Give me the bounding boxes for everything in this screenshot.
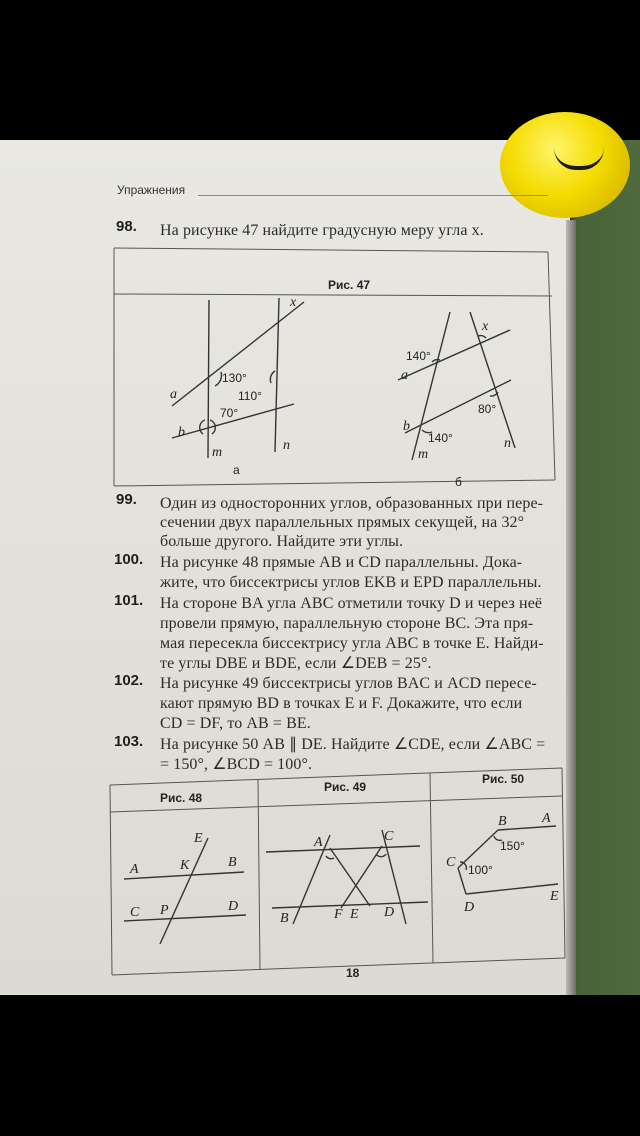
fig50-label-E: E	[550, 889, 559, 904]
fig50-label-B: B	[498, 814, 507, 829]
fig50-angle-150: 150°	[500, 839, 525, 853]
problem-101-line-3: мая пересекла биссектрису угла ABC в точке E. Найди-	[160, 635, 544, 652]
fig47b-label-a: a	[401, 368, 408, 383]
fig47a-label-m: m	[212, 445, 223, 460]
problem-101-line-2: провели прямую, параллельную стороне BC. Эта пря-	[160, 615, 534, 632]
problem-98-number: 98.	[116, 218, 137, 235]
problem-103-line-1: На рисунке 50 AB ∥ DE. Найдите ∠CDE, если ∠ABC =	[160, 736, 546, 753]
fig47a-label-x: x	[290, 295, 297, 310]
fig48-label-B: B	[228, 855, 237, 870]
problem-100-number: 100.	[114, 551, 144, 568]
problem-101-line-1: На стороне BA угла ABC отметили точку D и через неё	[160, 595, 543, 612]
fig49-label-A: A	[314, 835, 323, 850]
problem-100-line-2: жите, что биссектрисы углов EKB и EPD параллельны.	[160, 574, 542, 591]
problem-100-line-1: На рисунке 48 прямые AB и CD параллельны. Дока-	[160, 554, 523, 571]
fig48-title: Рис. 48	[160, 791, 203, 805]
page-number: 18	[346, 966, 360, 980]
fig50-angle-100: 100°	[468, 863, 493, 877]
fig47-title: Рис. 47	[328, 278, 371, 292]
fig47b-angle-140-bottom: 140°	[428, 431, 453, 445]
problem-103-number: 103.	[114, 733, 144, 750]
problem-102-line-3: CD = DF, то AB = BE.	[160, 715, 311, 732]
fig49-label-F: F	[334, 907, 343, 922]
fig47a-label-b: b	[178, 425, 185, 440]
fig49-label-E: E	[350, 907, 359, 922]
fig48-label-E: E	[194, 831, 203, 846]
problem-102-line-2: кают прямую BD в точках E и F. Докажите, что если	[160, 695, 523, 712]
fig47a-angle-70: 70°	[220, 406, 239, 420]
fig47a-label-a: a	[170, 387, 177, 402]
section-header: Упражнения	[117, 183, 186, 197]
fig49-label-D: D	[384, 905, 395, 920]
problem-99-number: 99.	[116, 491, 137, 508]
problem-99-line-1: Один из односторонних углов, образованных при пере-	[160, 495, 544, 512]
fig48-label-P: P	[160, 903, 169, 918]
fig48-label-D: D	[228, 899, 239, 914]
fig50-title: Рис. 50	[482, 772, 525, 786]
fig47a-angle-110: 110°	[238, 389, 262, 403]
problem-103-line-2: = 150°, ∠BCD = 100°.	[160, 756, 313, 773]
fig47b-sub: б	[455, 475, 462, 489]
problem-102-line-1: На рисунке 49 биссектрисы углов BAC и ACD пересе-	[160, 675, 537, 692]
fig47b-label-x: x	[482, 319, 489, 334]
fig50-label-D: D	[464, 900, 475, 915]
fig47b-label-n: n	[504, 436, 511, 451]
problem-101-line-4: те углы DBE и BDE, если ∠DEB = 25°.	[160, 655, 432, 672]
fig48-label-C: C	[130, 905, 140, 920]
fig48-label-A: A	[130, 862, 139, 877]
problem-98-line-1: На рисунке 47 найдите градусную меру угла x.	[160, 222, 484, 239]
fig50-label-C: C	[446, 855, 456, 870]
fig50-label-A: A	[542, 811, 551, 826]
problem-102-number: 102.	[114, 672, 144, 689]
fig47b-angle-140-top: 140°	[406, 349, 431, 363]
fig48-label-K: K	[180, 858, 190, 873]
problem-101-number: 101.	[114, 592, 144, 609]
fig47b-label-m: m	[418, 447, 429, 462]
fig47a-label-n: n	[283, 438, 290, 453]
problem-99-line-3: больше другого. Найдите эти углы.	[160, 533, 404, 550]
fig47b-label-b: b	[403, 419, 410, 434]
problem-99-line-2: сечении двух параллельных прямых секущей, на 32°	[160, 514, 525, 531]
fig47a-angle-130: 130°	[222, 371, 247, 385]
fig47b-angle-80: 80°	[478, 402, 497, 416]
fig49-label-C: C	[384, 829, 394, 844]
fig47a-sub: а	[233, 463, 240, 477]
fig49-label-B: B	[280, 911, 289, 926]
fig49-title: Рис. 49	[324, 780, 367, 794]
